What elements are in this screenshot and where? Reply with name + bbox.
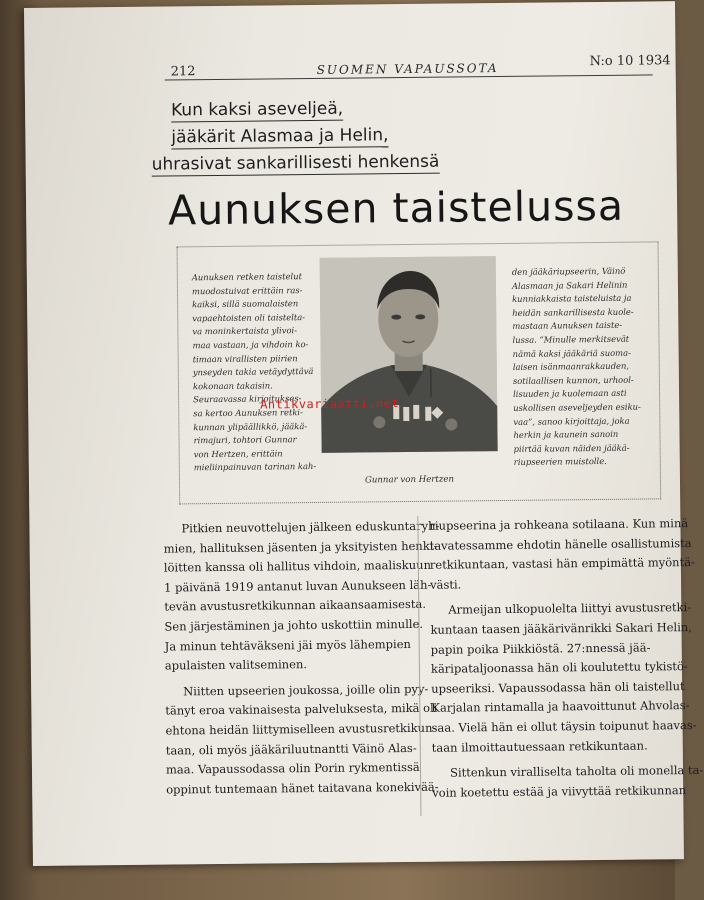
portrait-illustration	[320, 256, 498, 453]
body-text-line: löitten kanssa oli hallitus vihdoin, maaliskuun	[163, 557, 432, 575]
intro-line: vaa”, sanoo kirjoittaja, joka	[513, 415, 630, 427]
intro-line: riupseerien muistolle.	[513, 456, 607, 468]
intro-line: den jääkäriupseerin, Väinö	[511, 265, 626, 277]
body-text-line: tänyt eroa vakinaisesta palveluksesta, mikä oli	[165, 701, 438, 718]
show-through-ghost-text: ​	[174, 47, 176, 116]
intro-line: Seuraavassa kirjoitukses-	[193, 393, 302, 405]
body-text-line: Sen järjestäminen ja johto uskottiin minulle.	[164, 616, 424, 634]
body-text-line: voin koetettu estää ja viivyttää retkikunnan	[432, 782, 687, 800]
body-text-line: Armeijan ulkopuolelta liittyi avustusretki-	[448, 600, 692, 617]
intro-line: kunniakkaista taisteluista ja	[512, 292, 632, 305]
kicker-line-1: Kun kaksi aseveljeä,	[170, 98, 344, 121]
watermark-text: Antikvariaatti.net	[260, 396, 400, 412]
body-text-line: upseeriksi. Vapaussodassa hän oli taistellut	[431, 678, 685, 696]
page-number: 212	[170, 64, 196, 80]
body-text-line: västi.	[429, 577, 462, 592]
body-text-line: Ja minun tehtäväkseni jäi myös lähempien	[164, 636, 411, 654]
intro-line: lisuuden ja kuolemaan asti	[513, 388, 627, 400]
body-text-line: papin poika Piikkiöstä. 27:nnessä jää-	[430, 640, 651, 657]
intro-left-text	[192, 270, 316, 475]
body-text-line: maa. Vapaussodassa olin Porin rykmentissä	[165, 760, 420, 777]
body-text-line: taan, oli myös jääkäriluutnantti Väinö Alas-	[165, 740, 417, 758]
body-text-line: mien, hallituksen jäsenten ja yksityisten henki-	[163, 538, 438, 556]
intro-line: sotilaallisen kunnon, urhool-	[512, 374, 634, 386]
intro-line: kaiksi, sillä suomalaisten	[192, 298, 299, 310]
intro-right-text	[512, 264, 654, 469]
intro-line: lussa. ”Minulle merkitsevät	[512, 333, 630, 345]
body-text-line: tavatessamme ehdotin hänelle osallistumista	[429, 535, 692, 553]
photo-caption: Gunnar von Hertzen	[364, 474, 455, 486]
intro-line: Aunuksen retken taistelut	[191, 271, 303, 283]
intro-line: herkin ja kaunein sanoin	[513, 428, 619, 441]
body-text-line: taan ilmoittautuessaan retkikuntaan.	[431, 738, 648, 755]
intro-line: nämä kaksi jääkäriä suoma-	[512, 347, 631, 359]
body-text-line: tevän avustusretkikunnan aikaansaamisesta.	[164, 597, 427, 614]
intro-line: piirtää kuvan näiden jääkä-	[513, 442, 630, 454]
body-text-line: saa. Vielä hän ei ollut täysin toipunut haavas-	[431, 717, 697, 735]
body-text-line: 1 päivänä 1919 antanut luvan Aunukseen läh-	[164, 577, 432, 595]
body-text-line: Karjalan rintamalla ja haavoittunut Ahvolas-	[431, 698, 690, 716]
intro-line: laisen isänmaanrakkauden,	[512, 360, 630, 373]
body-text-line: retkikuntaan, vastasi hän empimättä myöntä-	[429, 555, 695, 572]
magazine-page	[24, 1, 704, 866]
kicker-line-3: uhrasivat sankarillisesti henkensä	[151, 151, 440, 175]
intro-line: uskollisen aseveljeyden esiku-	[513, 401, 641, 413]
intro-line: mieliinpainuvan tarinan kah-	[193, 461, 317, 473]
intro-line: mastaan Aunuksen taiste-	[512, 320, 623, 332]
body-right-column	[429, 514, 704, 803]
intro-line: rimajuri, tohtori Gunnar	[193, 434, 297, 446]
intro-line: timaan virallisten piirien	[192, 352, 298, 364]
journal-title: SUOMEN VAPAUSSOTA	[316, 61, 499, 77]
intro-box	[177, 241, 662, 504]
intro-line: maa vastaan, ja vihdoin ko-	[192, 339, 309, 351]
intro-line: heidän sankarillisesta kuole-	[512, 306, 634, 318]
intro-line: von Hertzen, erittäin	[193, 448, 283, 459]
intro-line: Alasmaan ja Sakari Helinin	[511, 279, 628, 291]
intro-line: va moninkertaista ylivoi-	[192, 325, 298, 337]
intro-line: ynseyden takia vetäydyttävä	[192, 366, 314, 378]
body-text-line: Pitkien neuvottelujen jälkeen eduskuntaryh-	[181, 518, 440, 536]
intro-line: kokonaan takaisin.	[192, 380, 273, 392]
body-left-column	[163, 517, 440, 800]
intro-line: vapaehtoisten oli taistelta-	[192, 311, 306, 324]
body-text-line: ehtona heidän liittymiselleen avustusretkikun-	[165, 720, 437, 738]
body-text-line: oppinut tuntemaan hänet taitavana konekivää-	[166, 779, 439, 797]
body-text-line: kuntaan taasen jääkärivänrikki Sakari Helin,	[430, 620, 692, 637]
body-text-line: riupseerina ja rohkeana sotilaana. Kun minä	[429, 516, 689, 533]
body-text-line: käripataljoonassa hän oli koulutettu tykistö-	[430, 659, 688, 676]
portrait-photo	[320, 256, 498, 453]
intro-line: muodostuivat erittäin ras-	[191, 284, 303, 296]
body-text-line: Niitten upseerien joukossa, joille olin pyy-	[183, 681, 429, 699]
body-text-line: apulaisten valitseminen.	[164, 657, 308, 673]
headline: Aunuksen taistelussa	[167, 181, 625, 235]
body-text-line: Sittenkun viralliselta taholta oli monella ta-	[449, 763, 704, 780]
issue-label: N:o 10 1934	[589, 53, 671, 70]
intro-line: sa kertoo Aunuksen retki-	[193, 407, 303, 419]
intro-line: kunnan ylipäällikkö, jääkä-	[193, 420, 308, 432]
kicker-line-2: jääkärit Alasmaa ja Helin,	[171, 125, 389, 148]
